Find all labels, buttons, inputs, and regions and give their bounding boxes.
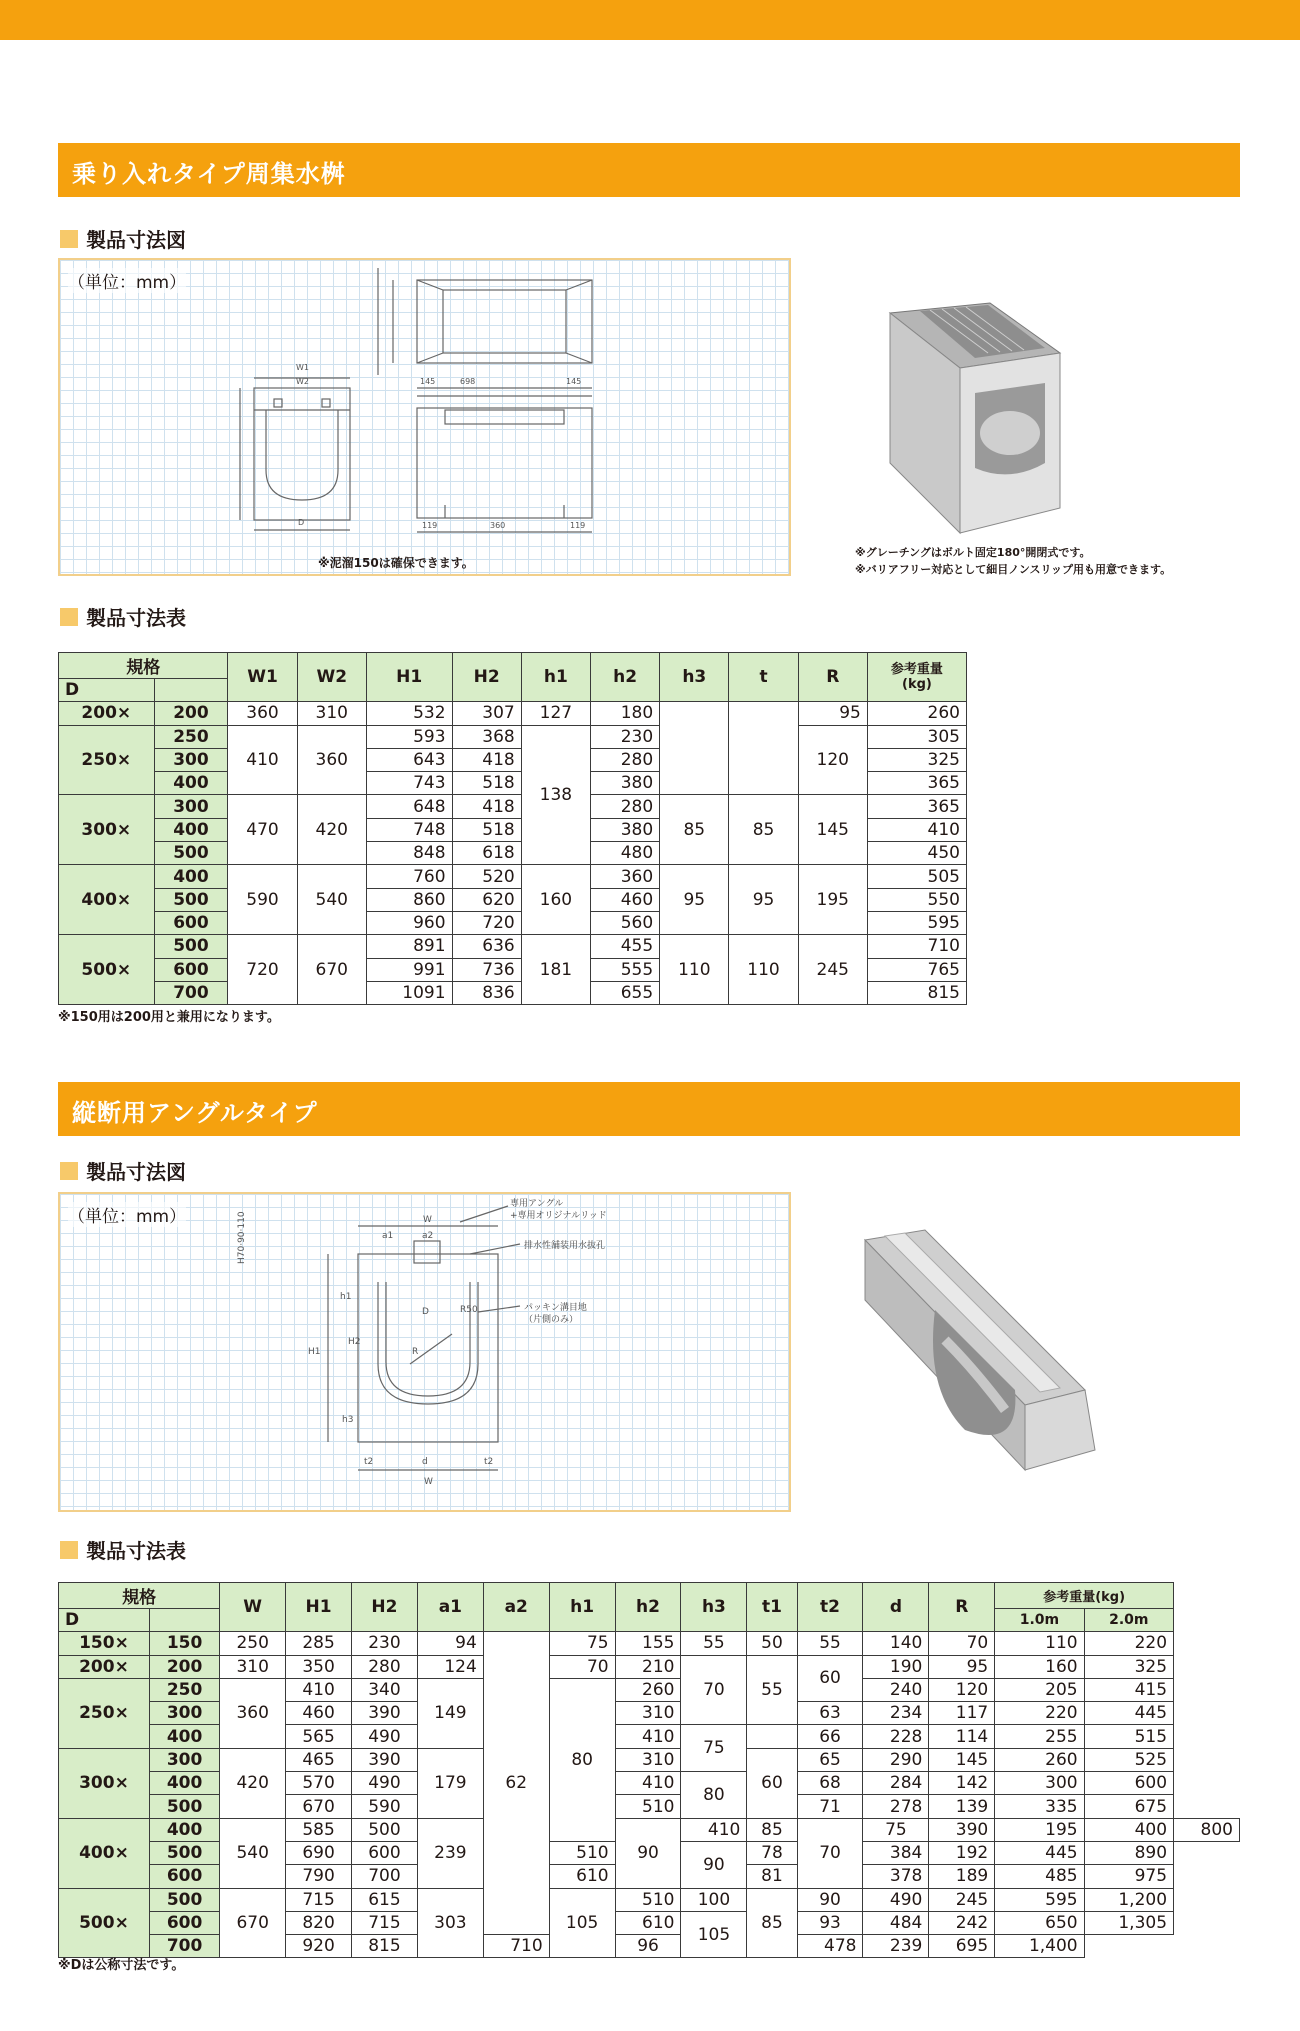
table-row: 400× 400 540 585 500 239 90 410 85 70 75 390 195 400 800 bbox=[59, 1818, 1240, 1841]
svg-text:119: 119 bbox=[570, 521, 586, 530]
svg-text:W: W bbox=[423, 1215, 432, 1225]
svg-text:h3: h3 bbox=[342, 1415, 354, 1425]
catch-basin-photo bbox=[880, 293, 1100, 543]
table-row: 600 790 700 610 81 378 189 485 975 bbox=[59, 1865, 1240, 1888]
svg-text:h1: h1 bbox=[340, 1292, 352, 1302]
svg-text:パッキン溝目地: パッキン溝目地 bbox=[524, 1303, 587, 1313]
table-row: 700 1091 836 655 815 bbox=[59, 981, 967, 1004]
unit-label-1: （単位：mm） bbox=[68, 268, 186, 293]
table-row: 600 991 736 555 765 bbox=[59, 958, 967, 981]
svg-text:a2: a2 bbox=[422, 1231, 434, 1241]
table-row: 700 920 815 710 96 478 239 695 1,400 bbox=[59, 1935, 1240, 1958]
svg-text:d: d bbox=[422, 1457, 428, 1467]
svg-text:698: 698 bbox=[460, 377, 476, 386]
svg-text:（片側のみ）: （片側のみ） bbox=[524, 1315, 579, 1325]
svg-text:H2: H2 bbox=[348, 1337, 361, 1347]
table-row: 200× 200 360 310 532 307 127 180 95 260 bbox=[59, 702, 967, 725]
section-title-2: 縦断用アングルタイプ bbox=[72, 1099, 318, 1127]
table-row: 500 690 600 510 90 78 384 192 445 890 bbox=[59, 1841, 1240, 1864]
table-row: 250× 250 410 360 593 368 138 230 120 305 bbox=[59, 725, 967, 748]
svg-text:W1: W1 bbox=[296, 363, 309, 372]
square-bullet-icon bbox=[60, 230, 78, 248]
svg-text:145: 145 bbox=[566, 377, 582, 386]
table-row: 600 960 720 560 595 bbox=[59, 911, 967, 934]
svg-text:専用アングル: 専用アングル bbox=[510, 1199, 564, 1209]
table-row: 250× 250 360 410 340 149 80 260 240 120 205 415 bbox=[59, 1678, 1240, 1701]
subheading-diagram-2: 製品寸法図 bbox=[60, 1156, 186, 1185]
svg-text:a1: a1 bbox=[382, 1231, 394, 1241]
svg-text:D: D bbox=[422, 1307, 429, 1317]
table-footnote-1: ※150用は200用と兼用になります。 bbox=[58, 1010, 280, 1025]
diagram-panel-2 bbox=[58, 1192, 791, 1512]
svg-text:145: 145 bbox=[420, 377, 436, 386]
svg-text:D: D bbox=[298, 518, 305, 527]
section-title-1: 乗り入れタイプ周集水桝 bbox=[72, 160, 346, 188]
photo-caption-1a: ※グレーチングはボルト固定180°開閉式です。 bbox=[855, 546, 1091, 559]
photo-caption-1b: ※バリアフリー対応として細目ノンスリップ用も用意できます。 bbox=[855, 563, 1172, 576]
svg-text:R: R bbox=[412, 1347, 419, 1357]
svg-text:排水性舗装用水抜孔: 排水性舗装用水抜孔 bbox=[524, 1241, 606, 1251]
table-footnote-2: ※Dは公称寸法です。 bbox=[58, 1958, 185, 1973]
subheading-table-2: 製品寸法表 bbox=[60, 1535, 186, 1564]
table-row: 200× 200 310 350 280 124 70 210 70 55 60 190 95 160 325 bbox=[59, 1655, 1240, 1678]
table-row: 300 643 418 280 325 bbox=[59, 748, 967, 771]
square-bullet-icon bbox=[60, 1162, 78, 1180]
square-bullet-icon bbox=[60, 608, 78, 626]
table-row: 300 460 390 310 63 234 117 220 445 bbox=[59, 1702, 1240, 1725]
table-row: 500 860 620 460 550 bbox=[59, 888, 967, 911]
catch-basin-drawing bbox=[60, 260, 789, 574]
svg-text:t2: t2 bbox=[484, 1457, 494, 1467]
top-accent-bar bbox=[0, 0, 1300, 40]
table-row: 400× 400 590 540 760 520 160 360 95 95 195 505 bbox=[59, 865, 967, 888]
table-row: 150× 150 250 285 230 94 62 75 155 55 50 55 140 70 110 220 bbox=[59, 1632, 1240, 1655]
diagram-note-1: ※泥溜150は確保できます。 bbox=[318, 556, 474, 570]
subheading-table-1: 製品寸法表 bbox=[60, 602, 186, 631]
spec-table-1: 規格 W1 W2 H1 H2 h1 h2 h3 t R 参考重量 (kg) D 200× 200 360 310 532 307 127 180 95 260 250× 250 410 360 593 368 138 230 120 305 300 643 418 280 325 400 743 518 380 365 300× 300 470 420 648 418 280 85 85 145 365 400 748 518 380 410 500 848 618 480 450 400× 400 590 540 760 520 160 360 95 95 195 505 500 860 620 460 550 600 960 720 560 595 500× 500 720 670 891 636 181 455 110 110 245 710 600 991 736 555 765 700 1091 836 655 815 bbox=[58, 652, 967, 1005]
table-row: 500 848 618 480 450 bbox=[59, 842, 967, 865]
subheading-diagram-1: 製品寸法図 bbox=[60, 224, 186, 253]
square-bullet-icon bbox=[60, 1541, 78, 1559]
svg-text:360: 360 bbox=[490, 521, 506, 530]
svg-text:+専用オリジナルリッド: +専用オリジナルリッド bbox=[510, 1211, 607, 1221]
section-header-1 bbox=[58, 143, 1240, 197]
svg-text:119: 119 bbox=[422, 521, 438, 530]
section-header-2 bbox=[58, 1082, 1240, 1136]
table-row: 400 565 490 410 75 66 228 114 255 515 bbox=[59, 1725, 1240, 1748]
diagram-panel-1 bbox=[58, 258, 791, 576]
angle-type-photo bbox=[845, 1220, 1115, 1480]
table-row: 400 748 518 380 410 bbox=[59, 818, 967, 841]
spec-table-2: 規格 W H1 H2 a1 a2 h1 h2 h3 t1 t2 d R 参考重量(kg) D 1.0m 2.0m 150× 150 250 285 230 94 62 75 155 55 50 55 140 70 110 220 200× 200 310 350 280 124 70 210 70 55 60 190 95 160 325 250× 250 360 410 340 149 80 260 240 120 205 415 300 460 390 310 63 234 117 220 445 400 565 490 410 75 66 228 114 255 515 300× 300 420 465 390 179 310 60 65 290 145 260 525 400 570 490 410 80 68 284 142 300 600 500 670 590 510 71 278 139 335 675 400× 400 540 585 500 239 90 410 85 70 75 390 195 400 800 500 690 600 510 90 78 384 192 445 890 600 790 700 610 81 378 189 485 975 500× 500 670 715 615 303 105 510 100 85 90 490 245 595 1,200 600 820 715 610 105 93 484 242 650 1,305 700 920 815 710 96 478 239 695 1,400 bbox=[58, 1582, 1240, 1958]
svg-text:W2: W2 bbox=[296, 377, 309, 386]
unit-label-2: （単位：mm） bbox=[68, 1202, 186, 1227]
table-row: 300× 300 420 465 390 179 310 60 65 290 145 260 525 bbox=[59, 1748, 1240, 1771]
angle-type-drawing bbox=[60, 1194, 789, 1510]
table-row: 600 820 715 610 105 93 484 242 650 1,305 bbox=[59, 1911, 1240, 1934]
table-row: 400 743 518 380 365 bbox=[59, 772, 967, 795]
table-row: 500× 500 670 715 615 303 105 510 100 85 90 490 245 595 1,200 bbox=[59, 1888, 1240, 1911]
table-row: 500× 500 720 670 891 636 181 455 110 110 245 710 bbox=[59, 935, 967, 958]
table-row: 300× 300 470 420 648 418 280 85 85 145 365 bbox=[59, 795, 967, 818]
svg-text:W: W bbox=[424, 1477, 433, 1487]
svg-text:H70·90·110: H70·90·110 bbox=[237, 1211, 247, 1264]
svg-text:H1: H1 bbox=[308, 1347, 321, 1357]
svg-text:t2: t2 bbox=[364, 1457, 374, 1467]
table-row: 400 570 490 410 80 68 284 142 300 600 bbox=[59, 1772, 1240, 1795]
svg-text:R50: R50 bbox=[460, 1305, 478, 1315]
table-row: 500 670 590 510 71 278 139 335 675 bbox=[59, 1795, 1240, 1818]
